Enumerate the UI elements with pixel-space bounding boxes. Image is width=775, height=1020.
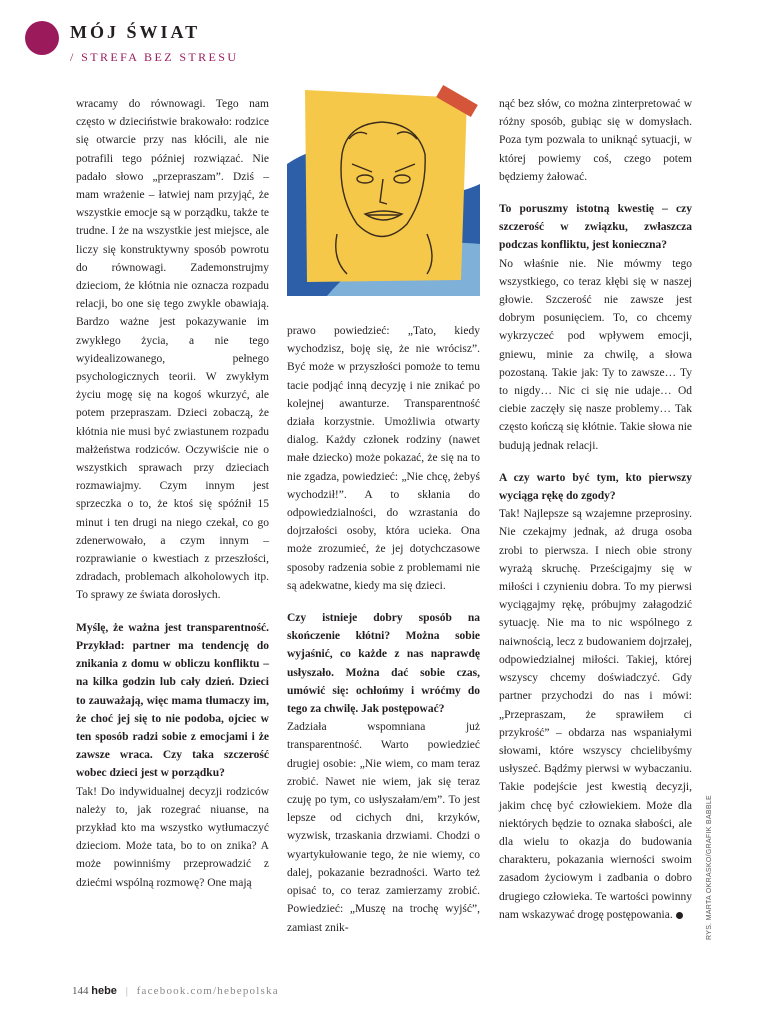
paragraph-final-text: Tak! Najlepsze są wzajemne przeprosiny. Nie czekajmy jednak, aż druga osoba zrobi to pierwsza. I niech obie strony wyrażą skruchę. Prześcigajmy się w miłości i czynieniu dobra. To my pierwsi wyciągajmy rękę, próbujmy załagodzić sytuację. Nie ma to nic wspólnego z naiwnością, lecz z budowaniem dojrzałej, odpowiedzialnej miłości. Takiej, której wszyscy chcemy doświadczyć. Gdy partner przychodzi do nas i mówi: „Przepraszam, że sprawiłem ci przykrość” – obdarza nas wspaniałymi słowami, które wszyscy chcielibyśmy usłyszeć. Bądźmy pierwsi w wybaczaniu. Takie podejście jest kwestią decyzji, jakim chcę być człowiekiem. Może dla niektórych będzie to oznaka słabości, ale dla wielu to okazja do budowania charakteru, pokazania wierności swoim zasadom życiowym i zadbania o dobro drugiego człowieka. Te wartości powinny nam wskazywać drogę postępowania. — [499, 508, 692, 921]
end-of-article-icon — [676, 912, 683, 919]
page-footer — [72, 985, 279, 997]
paragraph: Zadziała wspomniana już transparentność. Warto powiedzieć drugiej osobie: „Nie wiem, co mam teraz zrobić. Nawet nie wiem, jak się teraz czuję po tym, co usłyszałam/em”. To jest lepsze od cichych dni, krzyków, wyzwisk, trzaskania drzwiami. Chodzi o wyartykułowanie tego, że nie wiemy, co dalej, pokazanie bezradności. Warto też opisać to, co teraz zamierzamy zrobić. Powiedzieć: „Muszę na trochę wyjść”, zamiast znik- — [287, 721, 480, 934]
interview-question: To poruszmy istotną kwestię – czy szczerość w związku, zwłaszcza podczas konfliktu, jest konieczna? — [499, 203, 692, 252]
section-title: MÓJ ŚWIAT — [70, 22, 201, 42]
paragraph: wracamy do równowagi. Tego nam często w dzieciństwie brakowało: rodzice się otwarcie przy nas kłócili, ale nie potrafili tego później rozwiązać. Nie padało słowo „przepraszam”. Dziś – mam wrażenie – łatwiej nam przyjąć, że wszystkie emocje są w porządku, także te trudne. I że na wszystkie jest miejsce, ale liczy się konstruktywny sposób powrotu do równowagi. Zademonstrujmy dzieciom, że kłótnia nie oznacza rozpadu relacji, bo one się tego zwykle obawiają. Bardzo ważne jest pokazywanie im zwykłego życia, a nie tego wyidealizowanego, pełnego psychologicznych teorii. W zwykłym życiu mogę się na kogoś wkurzyć, ale potem przepraszam. Dzieci zobaczą, że kłótnia nie musi być zwiastunem rozpadu małżeństwa rodziców. Oczywiście nie o wszystkich sprawach przy dzieciach rozmawiajmy. Czym innym jest sprzeczka o to, że ktoś się spóźnił 15 minut i ten drugi na niego czekał, co go zdenerwowało, a czym innym – rozprawianie o kwestiach z przeszłości, zdradach, problemach alkoholowych itp. To sprawy ze świata dorosłych. — [76, 98, 269, 602]
interview-question: Czy istnieje dobry sposób na skończenie kłótni? Można sobie wyjaśnić, co każde z nas naprawdę usłyszało. Można dać sobie czas, umówić się: ochłońmy i wróćmy do tego za chwilę. Jak postępować? — [287, 612, 480, 716]
facebook-url[interactable]: facebook.com/hebepolska — [136, 985, 279, 997]
magazine-brand: hebe — [91, 985, 117, 997]
illustration-angry-man-sticky-note — [287, 84, 480, 296]
section-marker-circle — [25, 21, 59, 55]
illustration-credit — [706, 770, 718, 940]
paragraph: nąć bez słów, co można zinterpretować w różny sposób, gubiąc się w domysłach. Poza tym pozwala to uniknąć sytuacji, w której powiemy coś, czego potem będziemy żałować. — [499, 98, 692, 183]
interview-question: Myślę, że ważna jest transparentność. Przykład: partner ma tendencję do znikania z domu w obliczu konfliktu – na kilka godzin lub cały dzień. Dzieci to zauważają, więc mama tłumaczy im, że choć jej się to nie podoba, ojciec w ten sposób radzi sobie z emocjami i że zawsze wraca. Czy taka szczerość wobec dzieci jest w porządku? — [76, 621, 269, 780]
paragraph: Tak! Do indywidualnej decyzji rodziców należy to, jak rozegrać niuanse, na przykład kto ma wszystko wytłumaczyć dzieciom. Może tata, bo to on znika? A może powinniśmy przeprowadzić z dziećmi wspólną rozmowę? One mają — [76, 785, 269, 889]
illustration-credit-text: RYS. MARTA OKRASKO/GRAFIK BABBLE — [706, 795, 713, 940]
paragraph: No właśnie nie. Nie mówmy tego wszystkiego, co teraz kłębi się w naszej głowie. Szczerość nie zawsze jest dobrym posunięciem. To, co chcemy wykrzyczeć pod wpływem emocji, gniewu, minie za chwilę, a słowa pozostaną. Takie jak: Ty to zawsze… Ty to nigdy… Nic ci się nie udaje… Od ciebie zaczęły się nasze problemy… Tak często kończą się kłótnie. Takie słowa nie budują jednak relacji. — [499, 257, 692, 452]
article-column-1 — [76, 95, 269, 906]
paragraph: prawo powiedzieć: „Tato, kiedy wychodzisz, boję się, że nie wrócisz”. Być może w przyszłości pomoże to temu tacie podjąć inną decyzję i nie znikać po kolejnej awanturze. Transparentność działa korzystnie. Umożliwia otwarty dialog. Każdy członek rodziny (nawet małe dziecko) może pokazać, że się na to nie zgadza, powiedzieć: „Nie chcę, żebyś wychodził!”. A to skłania do odpowiedzialności, do wzrastania do dojrzałości osoby, która ucieka. Ona może zrozumieć, że jej dotychczasowe sposoby radzenia sobie z problemami nie są adekwatne, kiedy ma się dzieci. — [287, 325, 480, 592]
section-subtitle: / STREFA BEZ STRESU — [70, 50, 239, 64]
footer-separator: | — [125, 985, 128, 997]
article-column-3 — [499, 95, 692, 938]
sticky-note — [305, 90, 467, 282]
paragraph-final — [499, 505, 692, 924]
page-number: 144 — [72, 985, 89, 997]
article-column-2 — [287, 322, 480, 951]
interview-question: A czy warto być tym, kto pierwszy wyciąga rękę do zgody? — [499, 471, 692, 503]
